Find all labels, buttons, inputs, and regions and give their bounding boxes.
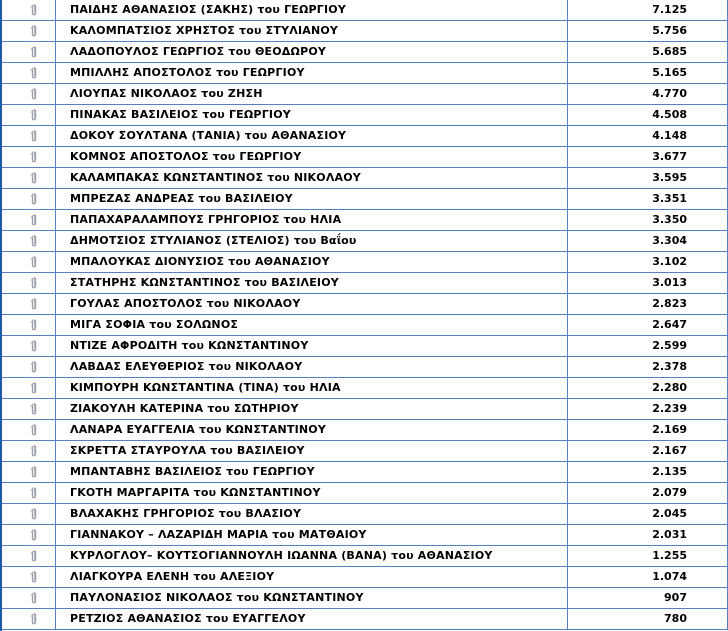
table-row: [2, 609, 728, 630]
candidate-name-cell: [56, 273, 568, 294]
votes-cell: [568, 504, 728, 525]
candidate-name: ΝΤΙΖΕ ΑΦΡΟΔΙΤΗ του ΚΩΝΣΤΑΝΤΙΝΟΥ: [70, 339, 309, 352]
paperclip-icon: [26, 611, 42, 627]
votes-cell: [568, 525, 728, 546]
vote-count: 2.647: [652, 318, 687, 331]
icon-cell: [2, 21, 56, 42]
table-row: [2, 105, 728, 126]
candidate-name-cell: [56, 378, 568, 399]
vote-count: 2.135: [652, 465, 687, 478]
table-row: [2, 21, 728, 42]
candidate-name: ΡΕΤΖΙΟΣ ΑΘΑΝΑΣΙΟΣ του ΕΥΑΓΓΕΛΟΥ: [70, 612, 306, 625]
vote-count: 907: [664, 591, 687, 604]
vote-count: 3.595: [652, 171, 687, 184]
icon-cell: [2, 84, 56, 105]
candidate-name: ΜΠΙΛΛΗΣ ΑΠΟΣΤΟΛΟΣ του ΓΕΩΡΓΙΟΥ: [70, 66, 305, 79]
vote-count: 5.756: [652, 24, 687, 37]
candidate-name: ΜΠΑΛΟΥΚΑΣ ΔΙΟΝΥΣΙΟΣ του ΑΘΑΝΑΣΙΟΥ: [70, 255, 330, 268]
vote-count: 3.350: [652, 213, 687, 226]
votes-cell: [568, 462, 728, 483]
table-row: [2, 504, 728, 525]
icon-cell: [2, 42, 56, 63]
votes-cell: [568, 357, 728, 378]
vote-count: 2.823: [652, 297, 687, 310]
vote-count: 2.169: [652, 423, 687, 436]
candidate-name: ΚΟΜΝΟΣ ΑΠΟΣΤΟΛΟΣ του ΓΕΩΡΓΙΟΥ: [70, 150, 302, 163]
paperclip-icon: [26, 317, 42, 333]
vote-count: 3.102: [652, 255, 687, 268]
candidate-name-cell: [56, 588, 568, 609]
votes-cell: [568, 546, 728, 567]
icon-cell: [2, 504, 56, 525]
table-row: [2, 525, 728, 546]
candidate-name-cell: [56, 189, 568, 210]
candidate-name-cell: [56, 42, 568, 63]
vote-count: 4.508: [652, 108, 687, 121]
icon-cell: [2, 399, 56, 420]
table-row: [2, 147, 728, 168]
paperclip-icon: [26, 338, 42, 354]
votes-cell: [568, 210, 728, 231]
candidate-name: ΠΑΥΛΟΝΑΣΙΟΣ ΝΙΚΟΛΑΟΣ του ΚΩΝΣΤΑΝΤΙΝΟΥ: [70, 591, 364, 604]
table-row: [2, 273, 728, 294]
paperclip-icon: [26, 359, 42, 375]
candidate-name: ΠΙΝΑΚΑΣ ΒΑΣΙΛΕΙΟΣ του ΓΕΩΡΓΙΟΥ: [70, 108, 291, 121]
votes-cell: [568, 567, 728, 588]
vote-count: 7.125: [652, 3, 687, 16]
candidate-name-cell: [56, 231, 568, 252]
vote-count: 5.165: [652, 66, 687, 79]
paperclip-icon: [26, 527, 42, 543]
table-row: [2, 0, 728, 21]
candidate-name: ΒΛΑΧΑΚΗΣ ΓΡΗΓΟΡΙΟΣ του ΒΛΑΣΙΟΥ: [70, 507, 302, 520]
votes-cell: [568, 63, 728, 84]
paperclip-icon: [26, 380, 42, 396]
icon-cell: [2, 357, 56, 378]
candidate-name: ΚΑΛΑΜΠΑΚΑΣ ΚΩΝΣΤΑΝΤΙΝΟΣ του ΝΙΚΟΛΑΟΥ: [70, 171, 361, 184]
table-row: [2, 483, 728, 504]
votes-cell: [568, 42, 728, 63]
paperclip-icon: [26, 548, 42, 564]
table-row: [2, 294, 728, 315]
paperclip-icon: [26, 107, 42, 123]
candidate-name: ΛΙΑΓΚΟΥΡΑ ΕΛΕΝΗ του ΑΛΕΞΙΟΥ: [70, 570, 275, 583]
paperclip-icon: [26, 464, 42, 480]
icon-cell: [2, 147, 56, 168]
paperclip-icon: [26, 506, 42, 522]
candidate-name: ΓΟΥΛΑΣ ΑΠΟΣΤΟΛΟΣ του ΝΙΚΟΛΑΟΥ: [70, 297, 301, 310]
candidate-name-cell: [56, 21, 568, 42]
table-row: [2, 315, 728, 336]
candidate-name-cell: [56, 546, 568, 567]
candidate-name: ΠΑΙΔΗΣ ΑΘΑΝΑΣΙΟΣ (ΣΑΚΗΣ) του ΓΕΩΡΓΙΟΥ: [70, 3, 347, 16]
table-row: [2, 252, 728, 273]
paperclip-icon: [26, 590, 42, 606]
candidate-name-cell: [56, 168, 568, 189]
candidate-name-cell: [56, 63, 568, 84]
vote-count: 2.378: [652, 360, 687, 373]
candidate-name: ΚΥΡΛΟΓΛΟΥ– ΚΟΥΤΣΟΓΙΑΝΝΟΥΛΗ ΙΩΑΝΝΑ (ΒΑΝΑ) του ΑΘΑΝΑΣΙΟΥ: [70, 549, 493, 562]
candidate-name: ΓΚΟΤΗ ΜΑΡΓΑΡΙΤΑ του ΚΩΝΣΤΑΝΤΙΝΟΥ: [70, 486, 321, 499]
vote-count: 4.770: [652, 87, 687, 100]
paperclip-icon: [26, 254, 42, 270]
paperclip-icon: [26, 569, 42, 585]
candidate-name-cell: [56, 504, 568, 525]
table-row: [2, 63, 728, 84]
table-row: [2, 441, 728, 462]
candidate-name-cell: [56, 420, 568, 441]
candidate-name: ΔΟΚΟΥ ΣΟΥΛΤΑΝΑ (ΤΑΝΙΑ) του ΑΘΑΝΑΣΙΟΥ: [70, 129, 347, 142]
icon-cell: [2, 462, 56, 483]
vote-count: 1.074: [652, 570, 687, 583]
candidate-name: ΠΑΠΑΧΑΡΑΛΑΜΠΟΥΣ ΓΡΗΓΟΡΙΟΣ του ΗΛΙΑ: [70, 213, 342, 226]
vote-count: 2.167: [652, 444, 687, 457]
votes-cell: [568, 483, 728, 504]
votes-cell: [568, 273, 728, 294]
vote-count: 2.239: [652, 402, 687, 415]
votes-cell: [568, 147, 728, 168]
table-row: [2, 357, 728, 378]
paperclip-icon: [26, 296, 42, 312]
icon-cell: [2, 252, 56, 273]
votes-cell: [568, 252, 728, 273]
icon-cell: [2, 315, 56, 336]
icon-cell: [2, 567, 56, 588]
candidate-name: ΣΚΡΕΤΤΑ ΣΤΑΥΡΟΥΛΑ του ΒΑΣΙΛΕΙΟΥ: [70, 444, 305, 457]
icon-cell: [2, 105, 56, 126]
icon-cell: [2, 420, 56, 441]
candidate-name: ΖΙΑΚΟΥΛΗ ΚΑΤΕΡΙΝΑ του ΣΩΤΗΡΙΟΥ: [70, 402, 299, 415]
vote-count: 3.304: [652, 234, 687, 247]
table-row: [2, 168, 728, 189]
candidate-name: ΔΗΜΟΤΣΙΟΣ ΣΤΥΛΙΑΝΟΣ (ΣΤΕΛΙΟΣ) του Βαΐου: [70, 234, 357, 247]
candidate-name: ΛΑΝΑΡΑ ΕΥΑΓΓΕΛΙΑ του ΚΩΝΣΤΑΝΤΙΝΟΥ: [70, 423, 326, 436]
vote-count: 3.351: [652, 192, 687, 205]
candidate-name-cell: [56, 210, 568, 231]
vote-count: 2.280: [652, 381, 687, 394]
table-row: [2, 420, 728, 441]
icon-cell: [2, 546, 56, 567]
icon-cell: [2, 441, 56, 462]
candidate-name-cell: [56, 315, 568, 336]
table-row: [2, 84, 728, 105]
candidate-name: ΛΙΟΥΠΑΣ ΝΙΚΟΛΑΟΣ του ΖΗΣΗ: [70, 87, 263, 100]
table-row: [2, 336, 728, 357]
candidate-name-cell: [56, 105, 568, 126]
candidate-name-cell: [56, 147, 568, 168]
vote-count: 4.148: [652, 129, 687, 142]
vote-count: 2.079: [652, 486, 687, 499]
candidate-name-cell: [56, 252, 568, 273]
paperclip-icon: [26, 275, 42, 291]
vote-count: 2.031: [652, 528, 687, 541]
icon-cell: [2, 231, 56, 252]
table-row: [2, 42, 728, 63]
candidate-name-cell: [56, 126, 568, 147]
candidate-name-cell: [56, 336, 568, 357]
paperclip-icon: [26, 212, 42, 228]
icon-cell: [2, 189, 56, 210]
paperclip-icon: [26, 233, 42, 249]
candidate-name-cell: [56, 483, 568, 504]
candidate-name-cell: [56, 84, 568, 105]
paperclip-icon: [26, 44, 42, 60]
table-row: [2, 231, 728, 252]
table-row: [2, 189, 728, 210]
candidate-name-cell: [56, 294, 568, 315]
table-row: [2, 462, 728, 483]
candidate-name-cell: [56, 399, 568, 420]
vote-count: 780: [664, 612, 687, 625]
votes-cell: [568, 84, 728, 105]
votes-cell: [568, 609, 728, 630]
paperclip-icon: [26, 65, 42, 81]
table-row: [2, 210, 728, 231]
icon-cell: [2, 273, 56, 294]
votes-cell: [568, 231, 728, 252]
candidate-name-cell: [56, 462, 568, 483]
icon-cell: [2, 588, 56, 609]
candidate-name-cell: [56, 357, 568, 378]
paperclip-icon: [26, 149, 42, 165]
paperclip-icon: [26, 23, 42, 39]
paperclip-icon: [26, 128, 42, 144]
icon-cell: [2, 168, 56, 189]
votes-cell: [568, 168, 728, 189]
vote-count: 3.013: [652, 276, 687, 289]
candidate-name: ΜΠΑΝΤΑΒΗΣ ΒΑΣΙΛΕΙΟΣ του ΓΕΩΡΓΙΟΥ: [70, 465, 315, 478]
candidate-name: ΣΤΑΤΗΡΗΣ ΚΩΝΣΤΑΝΤΙΝΟΣ του ΒΑΣΙΛΕΙΟΥ: [70, 276, 339, 289]
paperclip-icon: [26, 485, 42, 501]
icon-cell: [2, 63, 56, 84]
table-row: [2, 378, 728, 399]
icon-cell: [2, 378, 56, 399]
table-row: [2, 546, 728, 567]
votes-cell: [568, 105, 728, 126]
vote-count: 2.045: [652, 507, 687, 520]
votes-cell: [568, 21, 728, 42]
paperclip-icon: [26, 170, 42, 186]
candidate-name-cell: [56, 441, 568, 462]
paperclip-icon: [26, 443, 42, 459]
votes-cell: [568, 336, 728, 357]
paperclip-icon: [26, 2, 42, 18]
vote-count: 2.599: [652, 339, 687, 352]
icon-cell: [2, 126, 56, 147]
votes-cell: [568, 0, 728, 21]
candidate-name-cell: [56, 609, 568, 630]
paperclip-icon: [26, 191, 42, 207]
candidate-name: ΚΙΜΠΟΥΡΗ ΚΩΝΣΤΑΝΤΙΝΑ (ΤΙΝΑ) του ΗΛΙΑ: [70, 381, 341, 394]
votes-cell: [568, 441, 728, 462]
votes-cell: [568, 399, 728, 420]
candidate-name-cell: [56, 525, 568, 546]
votes-cell: [568, 588, 728, 609]
icon-cell: [2, 294, 56, 315]
icon-cell: [2, 0, 56, 21]
paperclip-icon: [26, 422, 42, 438]
votes-cell: [568, 294, 728, 315]
paperclip-icon: [26, 401, 42, 417]
candidate-name: ΛΑΒΔΑΣ ΕΛΕΥΘΕΡΙΟΣ του ΝΙΚΟΛΑΟΥ: [70, 360, 303, 373]
votes-cell: [568, 315, 728, 336]
table-row: [2, 399, 728, 420]
candidate-name: ΓΙΑΝΝΑΚΟΥ – ΛΑΖΑΡΙΔΗ ΜΑΡΙΑ του ΜΑΤΘΑΙΟΥ: [70, 528, 367, 541]
vote-count: 1.255: [652, 549, 687, 562]
votes-cell: [568, 378, 728, 399]
votes-cell: [568, 126, 728, 147]
candidate-name-cell: [56, 0, 568, 21]
table-row: [2, 567, 728, 588]
table-row: [2, 588, 728, 609]
votes-cell: [568, 189, 728, 210]
icon-cell: [2, 609, 56, 630]
candidate-name: ΛΑΔΟΠΟΥΛΟΣ ΓΕΩΡΓΙΟΣ του ΘΕΟΔΩΡΟΥ: [70, 45, 327, 58]
candidate-name: ΜΙΓΑ ΣΟΦΙΑ του ΣΟΛΩΝΟΣ: [70, 318, 239, 331]
vote-count: 3.677: [652, 150, 687, 163]
paperclip-icon: [26, 86, 42, 102]
candidate-name-cell: [56, 567, 568, 588]
icon-cell: [2, 336, 56, 357]
icon-cell: [2, 210, 56, 231]
icon-cell: [2, 525, 56, 546]
votes-cell: [568, 420, 728, 441]
vote-count: 5.685: [652, 45, 687, 58]
icon-cell: [2, 483, 56, 504]
candidate-name: ΜΠΡΕΖΑΣ ΑΝΔΡΕΑΣ του ΒΑΣΙΛΕΙΟΥ: [70, 192, 293, 205]
table-row: [2, 126, 728, 147]
candidate-name: ΚΑΛΟΜΠΑΤΣΙΟΣ ΧΡΗΣΤΟΣ του ΣΤΥΛΙΑΝΟΥ: [70, 24, 339, 37]
